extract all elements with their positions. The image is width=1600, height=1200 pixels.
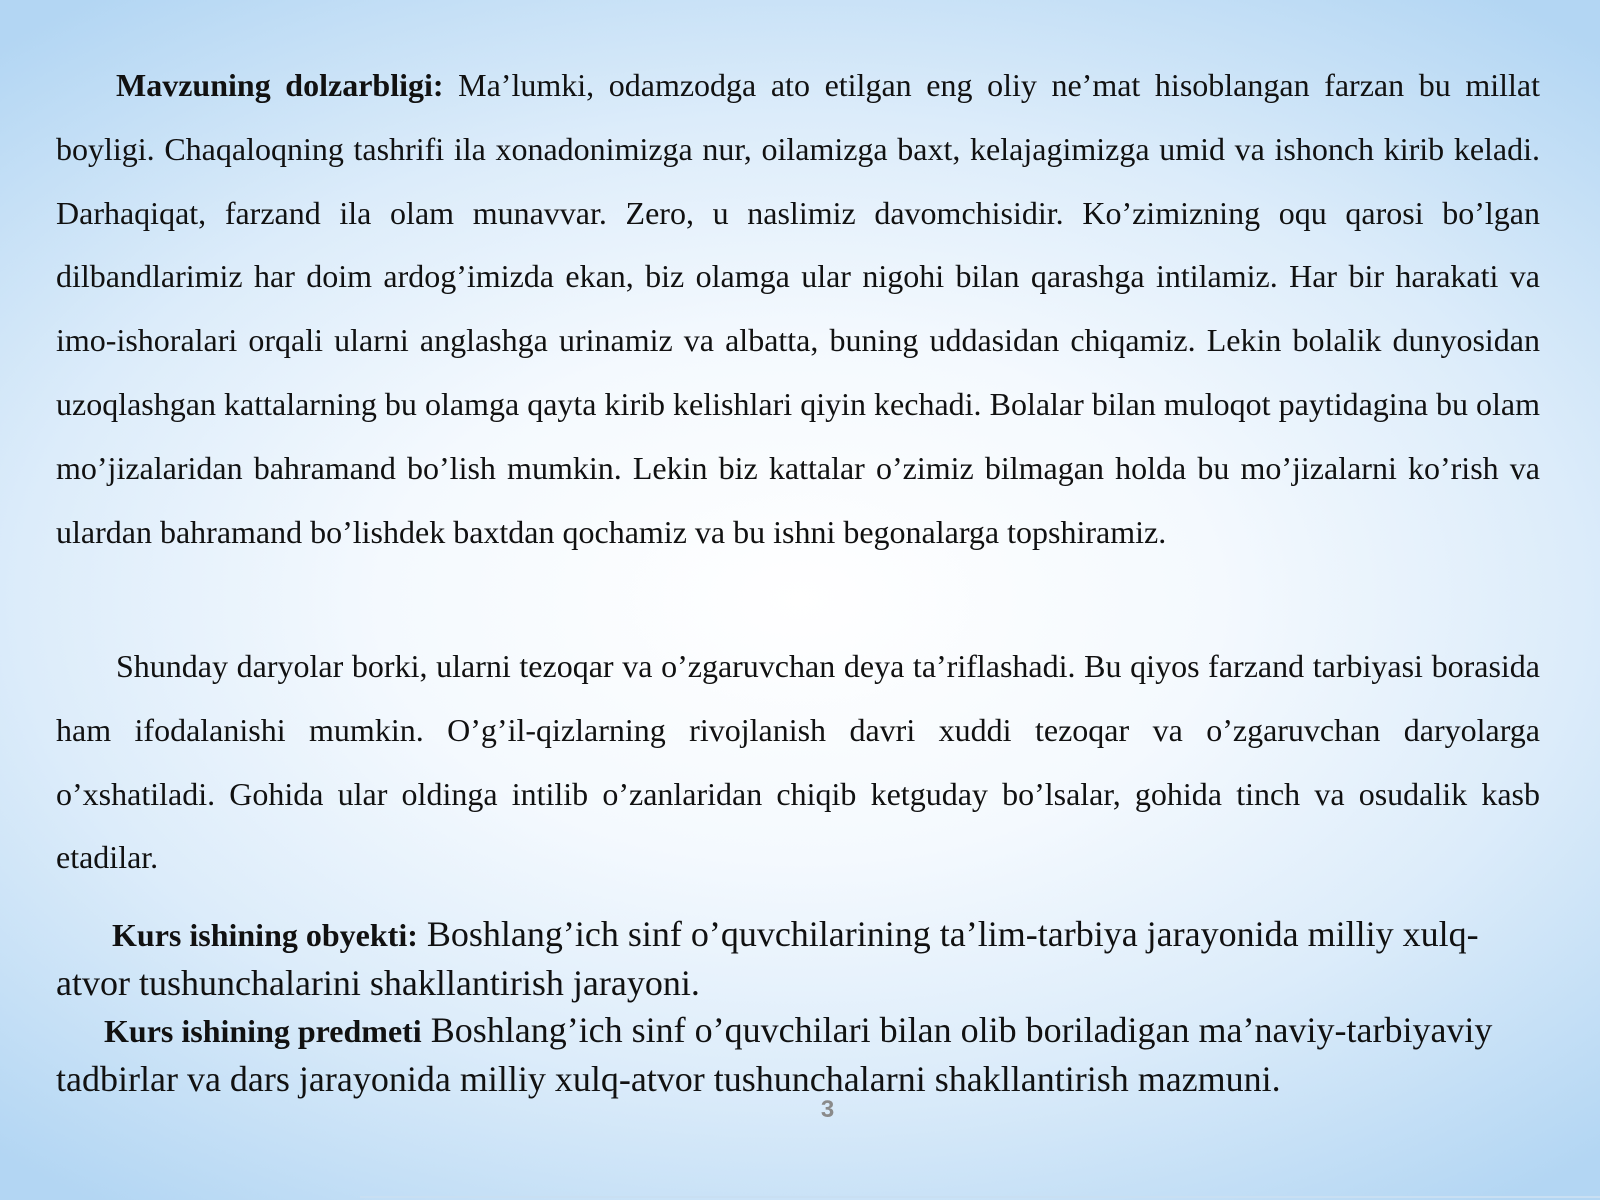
course-object-text: Boshlang’ich sinf o’quvchilarining ta’lim-tarbiya jarayonida milliy xulq-atvor tushunchalarini shakllantirish jarayoni. [56,914,1479,1003]
course-subject-heading: Kurs ishining predmeti [104,1013,422,1049]
rivers-paragraph: Shunday daryolar borki, ularni tezoqar va o’zgaruvchan deya ta’riflashadi. Bu qiyos farzand tarbiyasi borasida ham ifodalanishi mumkin. O’g’il-qizlarning rivojlanish davri xuddi tezoqar va o’zgaruvchan daryolarga o’xshatiladi. Gohida ular oldinga intilib o’zanlaridan chiqib ketguday bo’lsalar, gohida tinch va osudalik kasb etadilar. [56,648,1540,876]
course-object-paragraph [56,910,1496,1007]
course-subject-text: Boshlang’ich sinf o’quvchilari bilan olib boriladigan ma’naviy-tarbiyaviy tadbirlar va dars jarayonida milliy xulq-atvor tushunchalarni shakllantirish mazmuni. [56,1010,1493,1099]
relevance-heading: Mavzuning dolzarbligi: [116,67,459,103]
course-subject-paragraph [56,1006,1496,1103]
footer-divider [360,1196,1600,1198]
course-object-heading: Kurs ishining obyekti: [112,917,418,953]
page-number: 3 [820,1096,835,1123]
relevance-paragraph [56,54,1540,564]
relevance-text: Ma’lumki, odamzodga ato etilgan eng oliy ne’mat hisoblangan farzan bu millat boyligi. Chaqaloqning tashrifi ila xonadonimizga nur, oilamizga baxt, kelajagimizga umid va ishonch kirib keladi. Darhaqiqat, farzand ila olam munavvar. Zero, u naslimiz davomchisidir. Ko’zimizning oqu qarosi bo’lgan dilbandlarimiz har doim ardog’imizda ekan, biz olamga ular nigohi bilan qarashga intilamiz. Har bir harakati va imo-ishoralari orqali ularni anglashga urinamiz va albatta, buning uddasidan chiqamiz. Lekin bolalik dunyosidan uzoqlashgan kattalarning bu olamga qayta kirib kelishlari qiyin kechadi. Bolalar bilan muloqot paytidagina bu olam mo’jizalaridan bahramand bo’lish mumkin. Lekin biz kattalar o’zimiz bilmagan holda bu mo’jizalarni ko’rish va ulardan bahramand bo’lishdek baxtdan qochamiz va bu ishni begonalarga topshiramiz. [56,67,1541,550]
